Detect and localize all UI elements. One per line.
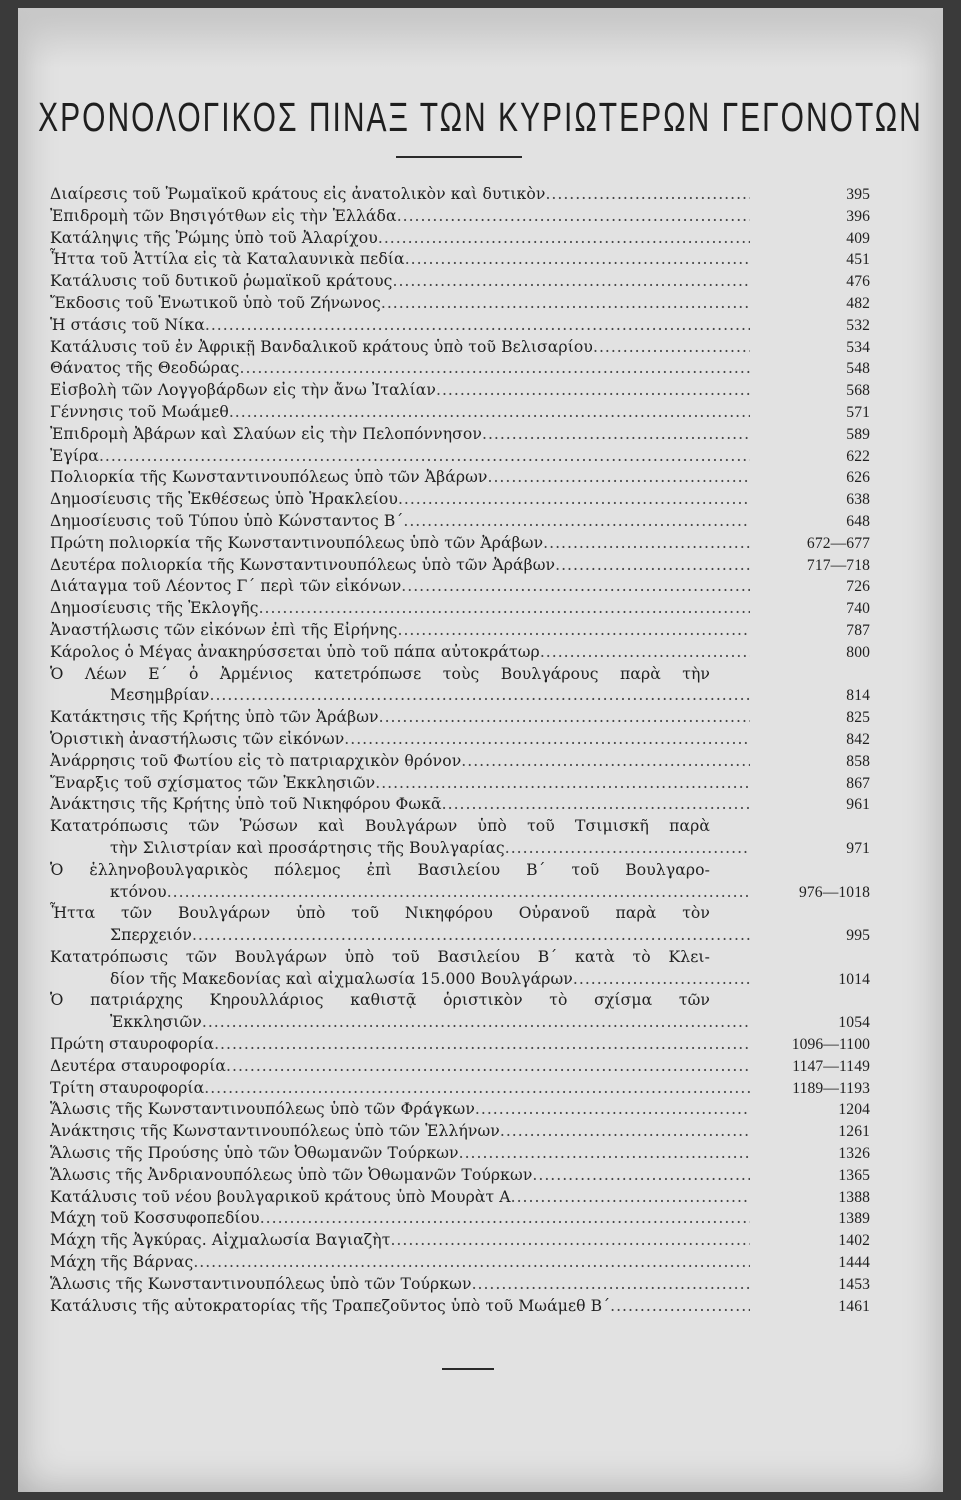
chronology-entry xyxy=(50,751,870,773)
entry-text: Σπερχειόν xyxy=(110,926,192,945)
dot-leader xyxy=(500,1121,750,1143)
entry-text: Δημοσίευσις τῆς Ἐκθέσεως ὑπὸ Ἡρακλείου xyxy=(50,490,398,509)
chronology-entry xyxy=(50,206,870,228)
chronology-entry xyxy=(50,1252,870,1274)
entry-text: Γέννησις τοῦ Μωάμεθ xyxy=(50,402,229,421)
entry-year: 672—677 xyxy=(806,534,870,552)
entry-text: Ἔκδοσις τοῦ Ἑνωτικοῦ ὑπὸ τοῦ Ζήνωνος xyxy=(50,293,381,312)
dot-leader xyxy=(205,315,750,337)
entry-text: Ἐπιδρομὴ τῶν Βησιγότθων εἰς τὴν Ἑλλάδα xyxy=(50,206,397,225)
chronology-entry xyxy=(50,1230,870,1252)
entry-text: τὴν Σιλιστρίαν καὶ προσάρτησις τῆς Βουλγαρίας xyxy=(110,838,505,857)
chronology-entry xyxy=(50,860,870,882)
entry-text: Ἅλωσις τῆς Κωνσταντινουπόλεως ὑπὸ τῶν Τούρκων xyxy=(50,1274,472,1293)
dot-leader xyxy=(610,1296,750,1318)
entry-year: 532 xyxy=(846,316,870,334)
entry-year: 971 xyxy=(846,839,870,857)
entry-text: Κάρολος ὁ Μέγας ἀνακηρύσσεται ὑπὸ τοῦ πάπα αὐτοκράτωρ xyxy=(50,642,540,661)
chronology-entry xyxy=(50,1121,870,1143)
entry-year: 717—718 xyxy=(806,556,870,574)
dot-leader xyxy=(532,1165,750,1187)
dot-leader xyxy=(488,467,751,489)
entry-text: Μάχη τῆς Ἀγκύρας. Αἰχμαλωσία Βαγιαζὴτ xyxy=(50,1231,391,1250)
chronology-entry xyxy=(50,1143,870,1165)
dot-leader xyxy=(573,969,750,991)
dot-leader xyxy=(167,882,750,904)
chronology-entry xyxy=(50,511,870,533)
entry-year: 1402 xyxy=(838,1232,870,1250)
chronology-entry xyxy=(50,1012,870,1034)
entry-text: Δευτέρα πολιορκία τῆς Κωνσταντινουπόλεως ὑπὸ τῶν Ἀράβων xyxy=(50,555,556,574)
dot-leader xyxy=(398,489,750,511)
entry-text: Δευτέρα σταυροφορία xyxy=(50,1056,227,1075)
entry-year: 622 xyxy=(846,447,870,465)
entry-text: Ἐκκλησιῶν xyxy=(110,1013,202,1032)
dot-leader xyxy=(375,773,750,795)
chronology-entry xyxy=(50,664,870,686)
dot-leader xyxy=(260,1208,750,1230)
entry-year: 961 xyxy=(846,796,870,814)
entry-text: Κατάλυσις τῆς αὐτοκρατορίας τῆς Τραπεζοῦντος ὑπὸ τοῦ Μωάμεθ Β΄ xyxy=(50,1296,611,1315)
chronology-entry xyxy=(50,1056,870,1078)
dot-leader xyxy=(209,685,750,707)
entry-year: 740 xyxy=(846,600,870,618)
entry-year: 1444 xyxy=(838,1254,870,1272)
chronology-entry xyxy=(50,315,870,337)
entry-text: Πρώτη πολιορκία τῆς Κωνσταντινουπόλεως ὑπὸ τῶν Ἀράβων xyxy=(50,533,544,552)
chronology-entry xyxy=(50,794,870,816)
entry-year: 638 xyxy=(846,491,870,509)
entry-year: 1461 xyxy=(838,1297,870,1315)
dot-leader xyxy=(99,446,750,468)
dot-leader xyxy=(459,1143,750,1165)
entry-year: 842 xyxy=(846,730,870,748)
dot-leader xyxy=(540,642,750,664)
dot-leader xyxy=(204,1078,750,1100)
entry-year: 825 xyxy=(846,709,870,727)
chronology-entry xyxy=(50,1208,870,1230)
entry-year: 482 xyxy=(846,294,870,312)
dot-leader xyxy=(214,1034,750,1056)
end-divider xyxy=(442,1368,494,1370)
dot-leader xyxy=(475,1099,750,1121)
dot-leader xyxy=(472,1274,750,1296)
entry-text: Κατατρόπωσις τῶν Ῥώσων καὶ Βουλγάρων ὑπὸ τοῦ Τσιμισκῆ παρὰ xyxy=(50,817,710,836)
dot-leader xyxy=(239,358,750,380)
entry-year: 396 xyxy=(846,207,870,225)
chronology-entry xyxy=(50,620,870,642)
entry-text: Μάχη τῆς Βάρνας xyxy=(50,1253,194,1272)
entry-year: 1388 xyxy=(838,1188,870,1206)
dot-leader xyxy=(392,271,750,293)
dot-leader xyxy=(482,424,750,446)
chronology-entry xyxy=(50,467,870,489)
chronology-entry xyxy=(50,358,870,380)
chronology-entry xyxy=(50,990,870,1012)
dot-leader xyxy=(378,228,750,250)
dot-leader xyxy=(381,293,750,315)
entry-text: Κατατρόπωσις τῶν Βουλγάρων ὑπὸ τοῦ Βασιλείου Β΄ κατὰ τὸ Κλει- xyxy=(50,947,710,966)
dot-leader xyxy=(344,729,750,751)
entry-text: Ἐπιδρομὴ Ἀβάρων καὶ Σλαύων εἰς τὴν Πελοπόννησον xyxy=(50,424,482,443)
entry-text: Πρώτη σταυροφορία xyxy=(50,1035,215,1054)
chronology-entry xyxy=(50,1296,870,1318)
entry-text: Ἀνάρρησις τοῦ Φωτίου εἰς τὸ πατριαρχικὸν θρόνον xyxy=(50,751,462,770)
entry-year: 1096—1100 xyxy=(791,1036,870,1054)
chronology-entry xyxy=(50,555,870,577)
entry-text: Ἐγίρα xyxy=(50,446,99,465)
chronology-entry xyxy=(50,685,870,707)
chronology-entry xyxy=(50,533,870,555)
dot-leader xyxy=(226,1056,750,1078)
entry-year: 1261 xyxy=(838,1123,870,1141)
chronology-entry xyxy=(50,402,870,424)
entry-year: 1189—1193 xyxy=(792,1079,870,1097)
chronology-entry xyxy=(50,1034,870,1056)
entry-year: 648 xyxy=(846,512,870,530)
entry-year: 976—1018 xyxy=(799,883,870,901)
entry-text: Ὁ ἑλληνοβουλγαρικὸς πόλεμος ἐπὶ Βασιλείου Β΄ τοῦ Βουλγαρο- xyxy=(50,860,710,879)
entry-year: 995 xyxy=(846,927,870,945)
dot-leader xyxy=(397,206,750,228)
entry-year: 1204 xyxy=(838,1101,870,1119)
chronology-entry xyxy=(50,816,870,838)
entry-text: Διαίρεσις τοῦ Ῥωμαϊκοῦ κράτους εἰς ἀνατολικὸν καὶ δυτικὸν xyxy=(50,185,546,203)
entry-text: Ἧττα τοῦ Ἀττίλα εἰς τὰ Καταλαυνικὰ πεδία xyxy=(50,250,405,269)
entry-text: Μάχη τοῦ Κοσσυφοπεδίου xyxy=(50,1209,260,1228)
entry-text: Κατάλυσις τοῦ ἐν Ἀφρικῇ Βανδαλικοῦ κράτους ὑπὸ τοῦ Βελισαρίου xyxy=(50,337,593,356)
dot-leader xyxy=(229,402,750,424)
entry-text: Ὁ Λέων Ε΄ ὁ Ἀρμένιος κατετρόπωσε τοὺς Βουλγάρους παρὰ τὴν xyxy=(50,664,710,683)
chronology-entry xyxy=(50,489,870,511)
chronology-entry xyxy=(50,773,870,795)
entry-text: Ἀνάκτησις τῆς Κωνσταντινουπόλεως ὑπὸ τῶν Ἑλλήνων xyxy=(50,1122,500,1141)
title-divider xyxy=(396,156,522,158)
entry-text: Ἡ στάσις τοῦ Νίκα xyxy=(50,315,205,334)
entry-year: 626 xyxy=(846,469,870,487)
chronology-entry xyxy=(50,228,870,250)
entry-year: 1147—1149 xyxy=(792,1057,870,1075)
chronology-entry xyxy=(50,271,870,293)
entry-text: Τρίτη σταυροφορία xyxy=(50,1078,205,1097)
entry-year: 1389 xyxy=(838,1210,870,1228)
dot-leader xyxy=(397,620,750,642)
entry-text: Πολιορκία τῆς Κωνσταντινουπόλεως ὑπὸ τῶν Ἀβάρων xyxy=(50,468,488,487)
chronology-entry xyxy=(50,1274,870,1296)
chronology-entry xyxy=(50,969,870,991)
chronology-entry xyxy=(50,707,870,729)
entry-year: 534 xyxy=(846,338,870,356)
chronology-list xyxy=(50,184,870,1317)
entry-year: 814 xyxy=(846,687,870,705)
entry-year: 451 xyxy=(846,251,870,269)
entry-text: Ἀναστήλωσις τῶν εἰκόνων ἐπὶ τῆς Εἰρήνης xyxy=(50,620,398,639)
dot-leader xyxy=(505,838,750,860)
dot-leader xyxy=(259,598,750,620)
entry-text: Δημοσίευσις τῆς Ἐκλογῆς xyxy=(50,599,259,618)
entry-year: 800 xyxy=(846,643,870,661)
page-title: ΧΡΟΝΟΛΟΓΙΚΟΣ ΠΙΝΑΞ ΤΩΝ ΚΥΡΙΩΤΕΡΩΝ ΓΕΓΟΝΟΤΩΝ xyxy=(38,96,923,141)
entry-text: Ὁριστικὴ ἀναστήλωσις τῶν εἰκόνων xyxy=(50,729,345,748)
entry-text: Εἰσβολὴ τῶν Λογγοβάρδων εἰς τὴν ἄνω Ἰταλίαν xyxy=(50,381,436,400)
entry-year: 1365 xyxy=(838,1166,870,1184)
entry-year: 1326 xyxy=(838,1145,870,1163)
entry-text: Ἀνάκτησις τῆς Κρήτης ὑπὸ τοῦ Νικηφόρου Φωκᾶ xyxy=(50,795,442,814)
dot-leader xyxy=(405,249,750,271)
entry-text: Μεσημβρίαν xyxy=(110,686,210,705)
entry-year: 787 xyxy=(846,621,870,639)
chronology-entry xyxy=(50,1187,870,1209)
entry-text: Κατάλυσις τοῦ νέου βουλγαρικοῦ κράτους ὑπὸ Μουρὰτ Α xyxy=(50,1187,511,1206)
entry-text: Θάνατος τῆς Θεοδώρας xyxy=(50,359,240,378)
entry-text: Διάταγμα τοῦ Λέοντος Γ΄ περὶ τῶν εἰκόνων xyxy=(50,577,402,596)
entry-text: Ἅλωσις τῆς Προύσης ὑπὸ τῶν Ὀθωμανῶν Τούρκων xyxy=(50,1144,459,1163)
dot-leader xyxy=(442,794,750,816)
entry-text: Ἧττα τῶν Βουλγάρων ὑπὸ τοῦ Νικηφόρου Οὐρανοῦ παρὰ τὸν xyxy=(50,904,710,923)
entry-year: 476 xyxy=(846,273,870,291)
dot-leader xyxy=(202,1012,750,1034)
document-page xyxy=(18,8,943,1492)
chronology-entry xyxy=(50,642,870,664)
chronology-entry xyxy=(50,576,870,598)
chronology-entry xyxy=(50,1099,870,1121)
entry-text: κτόνου xyxy=(110,882,167,901)
chronology-entry xyxy=(50,380,870,402)
entry-text: Ἅλωσις τῆς Κωνσταντινουπόλεως ὑπὸ τῶν Φράγκων xyxy=(50,1100,475,1119)
dot-leader xyxy=(379,707,750,729)
chronology-entry xyxy=(50,184,870,206)
entry-year: 571 xyxy=(846,403,870,421)
dot-leader xyxy=(543,533,750,555)
dot-leader xyxy=(511,1187,750,1209)
entry-year: 1054 xyxy=(838,1014,870,1032)
entry-year: 726 xyxy=(846,578,870,596)
entry-year: 409 xyxy=(846,229,870,247)
chronology-entry xyxy=(50,903,870,925)
entry-text: Κατάλυσις τοῦ δυτικοῦ ῥωμαϊκοῦ κράτους xyxy=(50,272,393,291)
entry-year: 589 xyxy=(846,425,870,443)
entry-year: 858 xyxy=(846,752,870,770)
chronology-entry xyxy=(50,729,870,751)
entry-text: Κατάκτησις τῆς Κρήτης ὑπὸ τῶν Ἀράβων xyxy=(50,708,379,727)
entry-text: Κατάληψις τῆς Ῥώμης ὑπὸ τοῦ Ἀλαρίχου xyxy=(50,228,378,247)
chronology-entry xyxy=(50,1165,870,1187)
entry-year: 568 xyxy=(846,382,870,400)
dot-leader xyxy=(555,555,750,577)
entry-year: 1453 xyxy=(838,1275,870,1293)
chronology-entry xyxy=(50,249,870,271)
dot-leader xyxy=(401,576,750,598)
entry-text: Δημοσίευσις τοῦ Τύπου ὑπὸ Κώνσταντος Β΄ xyxy=(50,511,404,530)
chronology-entry xyxy=(50,882,870,904)
chronology-entry xyxy=(50,424,870,446)
entry-text: Ἔναρξις τοῦ σχίσματος τῶν Ἐκκλησιῶν xyxy=(50,773,376,792)
dot-leader xyxy=(192,925,750,947)
dot-leader xyxy=(545,184,750,206)
entry-text: Ἅλωσις τῆς Ἀνδριανουπόλεως ὑπὸ τῶν Ὀθωμανῶν Τούρκων xyxy=(50,1165,533,1184)
chronology-entry xyxy=(50,337,870,359)
entry-year: 395 xyxy=(846,186,870,203)
entry-year: 867 xyxy=(846,774,870,792)
dot-leader xyxy=(193,1252,750,1274)
dot-leader xyxy=(403,511,750,533)
entry-year: 1014 xyxy=(838,970,870,988)
chronology-entry xyxy=(50,598,870,620)
chronology-entry xyxy=(50,293,870,315)
chronology-entry xyxy=(50,947,870,969)
chronology-entry xyxy=(50,838,870,860)
entry-year: 548 xyxy=(846,360,870,378)
dot-leader xyxy=(436,380,750,402)
dot-leader xyxy=(593,337,750,359)
entry-text: δίον τῆς Μακεδονίας καὶ αἰχμαλωσία 15.000 Βουλγάρων xyxy=(110,969,573,988)
chronology-entry xyxy=(50,1078,870,1100)
entry-text: Ὁ πατριάρχης Κηρουλλάριος καθιστᾷ ὁριστικὸν τὸ σχίσμα τῶν xyxy=(50,991,710,1010)
chronology-entry xyxy=(50,925,870,947)
chronology-entry xyxy=(50,446,870,468)
dot-leader xyxy=(461,751,750,773)
dot-leader xyxy=(390,1230,750,1252)
